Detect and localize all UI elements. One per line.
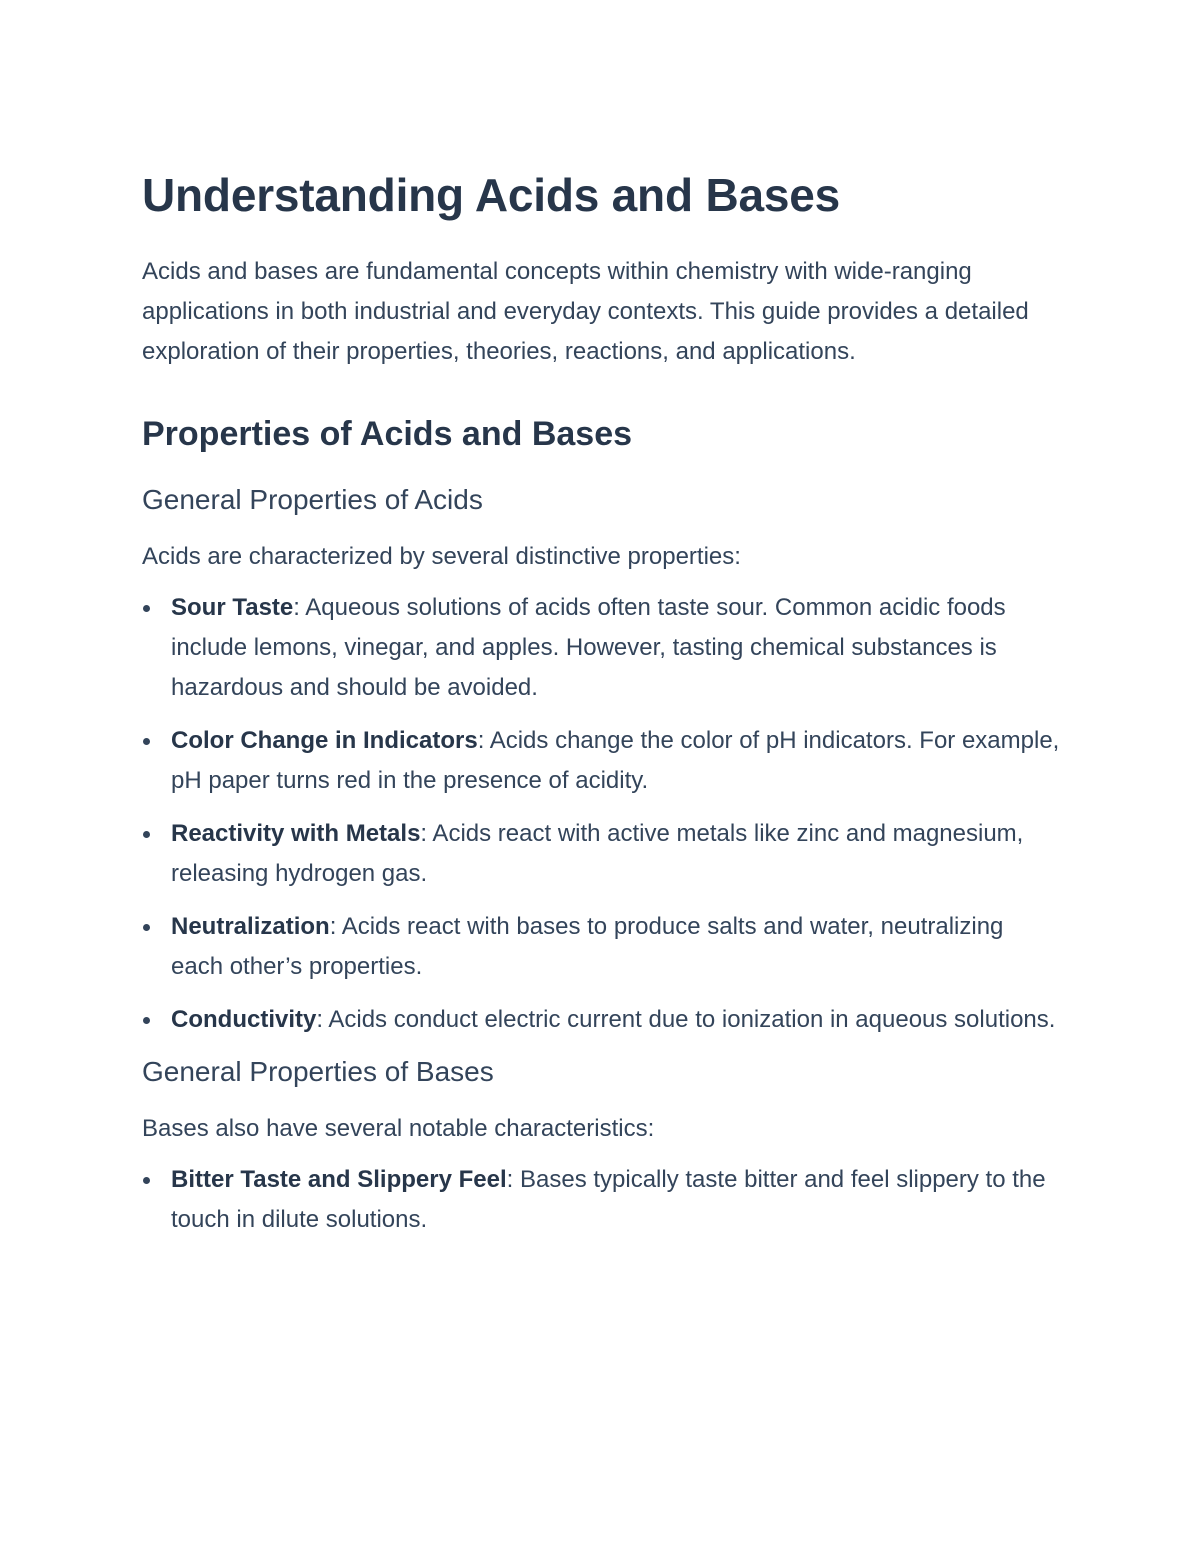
list-item-text: : Acids react with active metals like zinc and magnesium, releasing hydrogen gas.: [171, 820, 1024, 887]
subsection-heading-bases: General Properties of Bases: [142, 1056, 494, 1087]
list-item-text: : Aqueous solutions of acids often taste sour. Common acidic foods include lemons, vinegar, and apples. However, tasting chemical substances is hazardous and should be avoided.: [171, 594, 1006, 701]
page-title: Understanding Acids and Bases: [142, 169, 840, 221]
acids-lead-paragraph: Acids are characterized by several distinctive properties:: [142, 543, 741, 570]
list-item-text: : Acids conduct electric current due to ionization in aqueous solutions.: [316, 1006, 1056, 1033]
list-item-text: : Acids change the color of pH indicators. For example, pH paper turns red in the presence of acidity.: [171, 727, 1060, 794]
list-item: [142, 1000, 1062, 1040]
section-heading-properties: Properties of Acids and Bases: [142, 415, 633, 453]
list-item: [142, 588, 1062, 708]
bullet-icon: [143, 924, 150, 931]
bullet-icon: [143, 1177, 150, 1184]
list-item-term: Reactivity with Metals: [171, 820, 421, 847]
bullet-icon: [143, 605, 150, 612]
list-item-term: Conductivity: [171, 1006, 317, 1033]
list-item: [142, 907, 1062, 987]
list-item: [142, 721, 1062, 801]
bases-property-list: [142, 1160, 1062, 1240]
bullet-icon: [143, 738, 150, 745]
list-item: [142, 1160, 1062, 1240]
intro-paragraph: Acids and bases are fundamental concepts within chemistry with wide-ranging applications in both industrial and everyday contexts. This guide provides a detailed exploration of their properties, theories, reactions, and applications.: [142, 258, 1029, 365]
bases-lead-paragraph: Bases also have several notable characteristics:: [142, 1115, 655, 1142]
list-item-text: : Acids react with bases to produce salts and water, neutralizing each other’s properties.: [171, 913, 1004, 980]
document-page: [142, 168, 1062, 1253]
list-item: [142, 814, 1062, 894]
bullet-icon: [143, 1017, 150, 1024]
acids-property-list: [142, 588, 1062, 1040]
list-item-text: : Bases typically taste bitter and feel slippery to the touch in dilute solutions.: [171, 1166, 1046, 1233]
list-item-term: Bitter Taste and Slippery Feel: [171, 1166, 507, 1193]
list-item-term: Sour Taste: [171, 594, 294, 621]
list-item-term: Neutralization: [171, 913, 330, 940]
subsection-heading-acids: General Properties of Acids: [142, 484, 483, 515]
list-item-term: Color Change in Indicators: [171, 727, 478, 754]
bullet-icon: [143, 831, 150, 838]
